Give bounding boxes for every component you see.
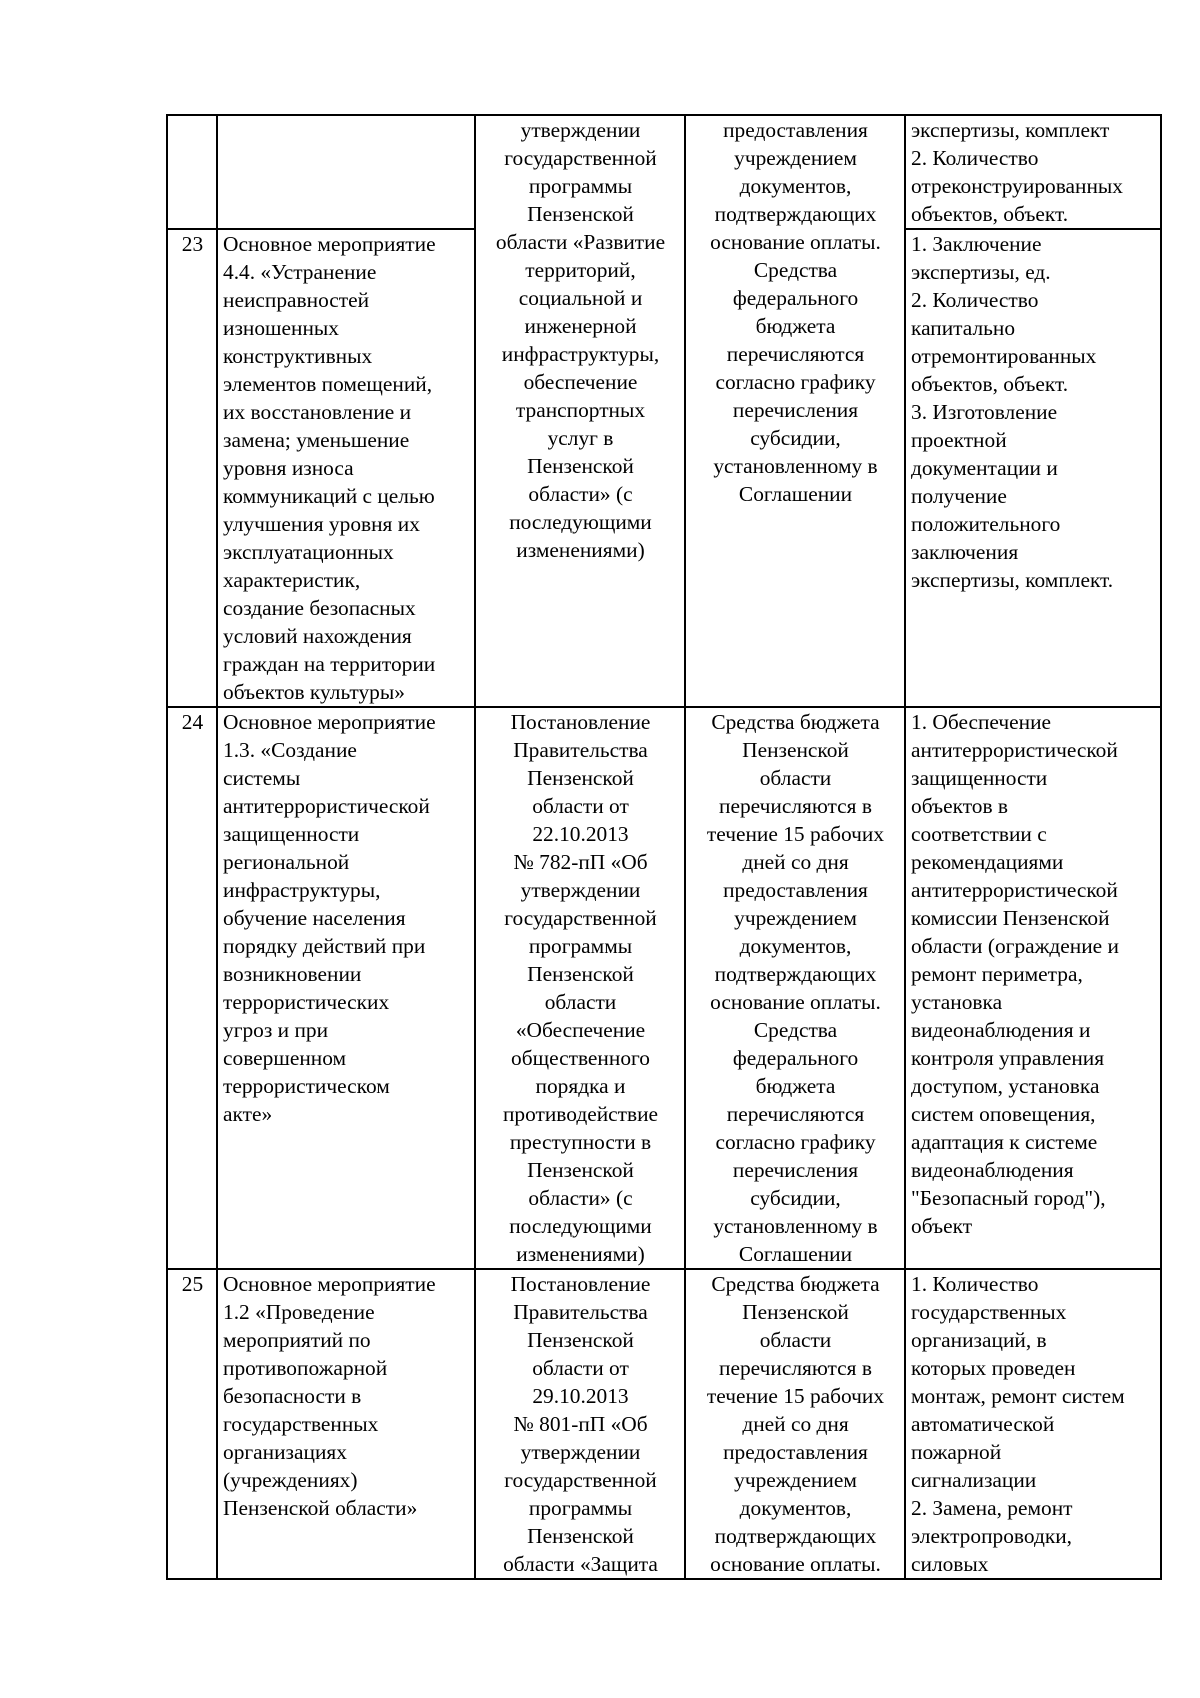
row-number-cell: 23 bbox=[167, 229, 217, 707]
results-cell: экспертизы, комплект 2. Количество отреконструированных объектов, объект. bbox=[905, 115, 1161, 229]
legal-basis-cell: утверждении государственной программы Пензенской области «Развитие территорий, социальной и инженерной инфраструктуры, обеспечение транспортных услуг в Пензенской области» (с последующими изменениями) bbox=[475, 115, 685, 707]
funding-procedure-cell: Средства бюджета Пензенской области перечисляются в течение 15 рабочих дней со дня предоставления учреждением документов, подтверждающих основание оплаты. bbox=[685, 1269, 905, 1579]
legal-basis-cell: Постановление Правительства Пензенской области от 29.10.2013 № 801-пП «Об утверждении государственной программы Пензенской области «Защита bbox=[475, 1269, 685, 1579]
activity-cell bbox=[217, 115, 475, 229]
activities-table bbox=[166, 114, 1162, 1580]
table-row bbox=[167, 1269, 1161, 1579]
legal-basis-cell: Постановление Правительства Пензенской области от 22.10.2013 № 782-пП «Об утверждении государственной программы Пензенской области «Обеспечение общественного порядка и противодействие преступности в Пензенской области» (с последующими изменениями) bbox=[475, 707, 685, 1269]
row-number-cell bbox=[167, 115, 217, 229]
row-number-cell: 24 bbox=[167, 707, 217, 1269]
results-cell: 1. Заключение экспертизы, ед. 2. Количество капитально отремонтированных объектов, объект. 3. Изготовление проектной документации и получение положительного заключения экспертизы, комплект. bbox=[905, 229, 1161, 707]
activity-cell: Основное мероприятие 1.2 «Проведение мероприятий по противопожарной безопасности в государственных организациях (учреждениях) Пензенской области» bbox=[217, 1269, 475, 1579]
activity-cell: Основное мероприятие 4.4. «Устранение неисправностей изношенных конструктивных элементов помещений, их восстановление и замена; уменьшение уровня износа коммуникаций с целью улучшения уровня их эксплуатационных характеристик, создание безопасных условий нахождения граждан на территории объектов культуры» bbox=[217, 229, 475, 707]
table-row bbox=[167, 707, 1161, 1269]
funding-procedure-cell: предоставления учреждением документов, подтверждающих основание оплаты. Средства федерального бюджета перечисляются согласно графику перечисления субсидии, установленному в Соглашении bbox=[685, 115, 905, 707]
funding-procedure-cell: Средства бюджета Пензенской области перечисляются в течение 15 рабочих дней со дня предоставления учреждением документов, подтверждающих основание оплаты. Средства федерального бюджета перечисляются согласно графику перечисления субсидии, установленному в Соглашении bbox=[685, 707, 905, 1269]
results-cell: 1. Обеспечение антитеррористической защищенности объектов в соответствии с рекомендациями антитеррористической комиссии Пензенской области (ограждение и ремонт периметра, установка видеонаблюдения и контроля управления доступом, установка систем оповещения, адаптация к системе видеонаблюдения "Безопасный город"), объект bbox=[905, 707, 1161, 1269]
table-row bbox=[167, 115, 1161, 229]
results-cell: 1. Количество государственных организаций, в которых проведен монтаж, ремонт систем автоматической пожарной сигнализации 2. Замена, ремонт электропроводки, силовых bbox=[905, 1269, 1161, 1579]
row-number-cell: 25 bbox=[167, 1269, 217, 1579]
activity-cell: Основное мероприятие 1.3. «Создание системы антитеррористической защищенности региональной инфраструктуры, обучение населения порядку действий при возникновении террористических угроз и при совершенном террористическом акте» bbox=[217, 707, 475, 1269]
